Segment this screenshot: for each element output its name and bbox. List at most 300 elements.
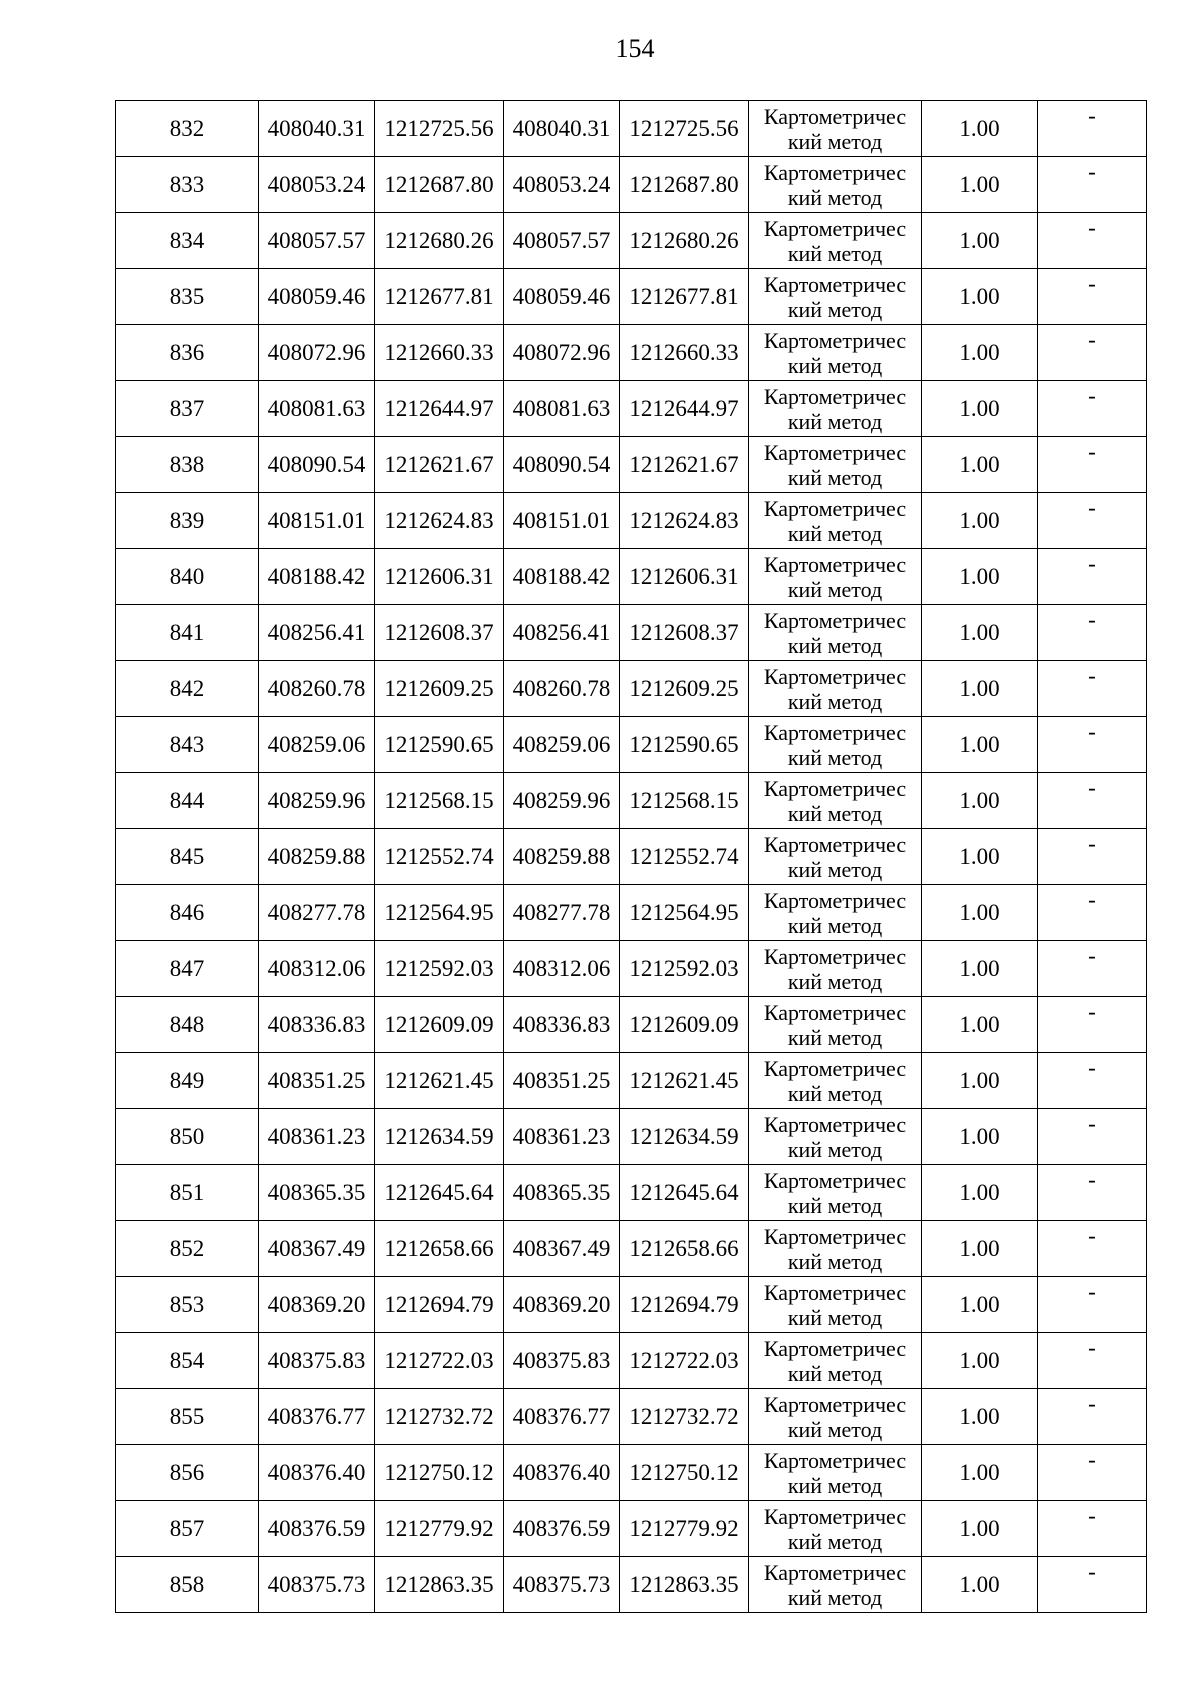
y-coordinate-cell: 1212725.56 (620, 101, 749, 157)
y-coordinate-cell: 1212680.26 (375, 213, 504, 269)
table-row (116, 1053, 1147, 1109)
table-row (116, 717, 1147, 773)
method-line-1: Картометричес (763, 215, 907, 241)
x-coordinate-cell: 408090.54 (259, 437, 375, 493)
table-row (116, 885, 1147, 941)
method-cell (749, 941, 922, 997)
point-number-cell: 842 (116, 661, 259, 717)
x-coordinate-cell: 408365.35 (504, 1165, 620, 1221)
y-coordinate-cell: 1212722.03 (375, 1333, 504, 1389)
x-coordinate-cell: 408367.49 (259, 1221, 375, 1277)
method-line-2: кий метод (787, 1080, 883, 1106)
method-cell (749, 829, 922, 885)
y-coordinate-cell: 1212694.79 (375, 1277, 504, 1333)
y-coordinate-cell: 1212624.83 (375, 493, 504, 549)
note-cell: - (1038, 605, 1147, 661)
table-row (116, 661, 1147, 717)
method-cell (749, 269, 922, 325)
x-coordinate-cell: 408259.96 (259, 773, 375, 829)
note-cell: - (1038, 269, 1147, 325)
method-cell (749, 1333, 922, 1389)
y-coordinate-cell: 1212658.66 (620, 1221, 749, 1277)
method-line-2: кий метод (787, 1528, 883, 1554)
table-row (116, 101, 1147, 157)
method-cell (749, 1277, 922, 1333)
x-coordinate-cell: 408365.35 (259, 1165, 375, 1221)
method-line-2: кий метод (787, 240, 883, 266)
x-coordinate-cell: 408376.59 (504, 1501, 620, 1557)
y-coordinate-cell: 1212687.80 (620, 157, 749, 213)
accuracy-cell: 1.00 (922, 773, 1038, 829)
x-coordinate-cell: 408256.41 (259, 605, 375, 661)
x-coordinate-cell: 408081.63 (504, 381, 620, 437)
method-cell (749, 549, 922, 605)
method-line-2: кий метод (787, 1248, 883, 1274)
y-coordinate-cell: 1212590.65 (620, 717, 749, 773)
point-number-cell: 850 (116, 1109, 259, 1165)
table-row (116, 829, 1147, 885)
accuracy-cell: 1.00 (922, 101, 1038, 157)
method-line-1: Картометричес (763, 663, 907, 689)
method-line-2: кий метод (787, 296, 883, 322)
y-coordinate-cell: 1212624.83 (620, 493, 749, 549)
x-coordinate-cell: 408259.96 (504, 773, 620, 829)
table-row (116, 549, 1147, 605)
method-cell (749, 1445, 922, 1501)
point-number-cell: 848 (116, 997, 259, 1053)
method-line-1: Картометричес (763, 271, 907, 297)
method-line-2: кий метод (787, 1192, 883, 1218)
note-cell: - (1038, 661, 1147, 717)
method-cell (749, 1053, 922, 1109)
x-coordinate-cell: 408351.25 (504, 1053, 620, 1109)
x-coordinate-cell: 408336.83 (259, 997, 375, 1053)
y-coordinate-cell: 1212863.35 (375, 1557, 504, 1613)
accuracy-cell: 1.00 (922, 829, 1038, 885)
x-coordinate-cell: 408059.46 (504, 269, 620, 325)
y-coordinate-cell: 1212660.33 (620, 325, 749, 381)
method-cell (749, 1501, 922, 1557)
point-number-cell: 852 (116, 1221, 259, 1277)
method-line-2: кий метод (787, 1416, 883, 1442)
x-coordinate-cell: 408040.31 (259, 101, 375, 157)
table-row (116, 1277, 1147, 1333)
method-line-2: кий метод (787, 632, 883, 658)
method-line-2: кий метод (787, 408, 883, 434)
y-coordinate-cell: 1212621.67 (375, 437, 504, 493)
note-cell: - (1038, 549, 1147, 605)
note-cell: - (1038, 941, 1147, 997)
point-number-cell: 836 (116, 325, 259, 381)
x-coordinate-cell: 408376.59 (259, 1501, 375, 1557)
point-number-cell: 856 (116, 1445, 259, 1501)
accuracy-cell: 1.00 (922, 549, 1038, 605)
method-cell (749, 1221, 922, 1277)
point-number-cell: 834 (116, 213, 259, 269)
note-cell: - (1038, 1165, 1147, 1221)
x-coordinate-cell: 408376.40 (259, 1445, 375, 1501)
y-coordinate-cell: 1212863.35 (620, 1557, 749, 1613)
method-cell (749, 661, 922, 717)
method-cell (749, 381, 922, 437)
point-number-cell: 840 (116, 549, 259, 605)
x-coordinate-cell: 408260.78 (504, 661, 620, 717)
method-line-1: Картометричес (763, 887, 907, 913)
table-row (116, 605, 1147, 661)
x-coordinate-cell: 408188.42 (504, 549, 620, 605)
method-line-2: кий метод (787, 576, 883, 602)
method-line-2: кий метод (787, 1024, 883, 1050)
accuracy-cell: 1.00 (922, 1333, 1038, 1389)
accuracy-cell: 1.00 (922, 661, 1038, 717)
note-cell: - (1038, 829, 1147, 885)
method-line-1: Картометричес (763, 1223, 907, 1249)
method-line-2: кий метод (787, 800, 883, 826)
y-coordinate-cell: 1212568.15 (375, 773, 504, 829)
method-line-1: Картометричес (763, 1503, 907, 1529)
y-coordinate-cell: 1212608.37 (375, 605, 504, 661)
table-row (116, 269, 1147, 325)
table-row (116, 437, 1147, 493)
y-coordinate-cell: 1212592.03 (375, 941, 504, 997)
y-coordinate-cell: 1212609.09 (375, 997, 504, 1053)
point-number-cell: 843 (116, 717, 259, 773)
method-line-2: кий метод (787, 912, 883, 938)
x-coordinate-cell: 408361.23 (259, 1109, 375, 1165)
y-coordinate-cell: 1212564.95 (620, 885, 749, 941)
x-coordinate-cell: 408375.73 (259, 1557, 375, 1613)
point-number-cell: 855 (116, 1389, 259, 1445)
note-cell: - (1038, 1109, 1147, 1165)
method-line-1: Картометричес (763, 439, 907, 465)
note-cell: - (1038, 1501, 1147, 1557)
accuracy-cell: 1.00 (922, 1165, 1038, 1221)
method-cell (749, 605, 922, 661)
accuracy-cell: 1.00 (922, 213, 1038, 269)
table-row (116, 1501, 1147, 1557)
note-cell: - (1038, 1445, 1147, 1501)
accuracy-cell: 1.00 (922, 325, 1038, 381)
point-number-cell: 858 (116, 1557, 259, 1613)
point-number-cell: 839 (116, 493, 259, 549)
point-number-cell: 833 (116, 157, 259, 213)
table-row (116, 213, 1147, 269)
note-cell: - (1038, 437, 1147, 493)
method-line-2: кий метод (787, 968, 883, 994)
x-coordinate-cell: 408090.54 (504, 437, 620, 493)
point-number-cell: 844 (116, 773, 259, 829)
method-cell (749, 493, 922, 549)
x-coordinate-cell: 408375.83 (259, 1333, 375, 1389)
note-cell: - (1038, 885, 1147, 941)
y-coordinate-cell: 1212779.92 (620, 1501, 749, 1557)
table-row (116, 773, 1147, 829)
note-cell: - (1038, 1557, 1147, 1613)
accuracy-cell: 1.00 (922, 1053, 1038, 1109)
x-coordinate-cell: 408059.46 (259, 269, 375, 325)
x-coordinate-cell: 408053.24 (504, 157, 620, 213)
x-coordinate-cell: 408259.88 (504, 829, 620, 885)
table-row (116, 157, 1147, 213)
y-coordinate-cell: 1212609.25 (375, 661, 504, 717)
point-number-cell: 857 (116, 1501, 259, 1557)
coordinates-table (115, 100, 1147, 1613)
x-coordinate-cell: 408351.25 (259, 1053, 375, 1109)
method-line-2: кий метод (787, 1136, 883, 1162)
method-line-2: кий метод (787, 744, 883, 770)
table-row (116, 1389, 1147, 1445)
y-coordinate-cell: 1212694.79 (620, 1277, 749, 1333)
point-number-cell: 854 (116, 1333, 259, 1389)
x-coordinate-cell: 408259.06 (504, 717, 620, 773)
x-coordinate-cell: 408259.06 (259, 717, 375, 773)
x-coordinate-cell: 408361.23 (504, 1109, 620, 1165)
note-cell: - (1038, 717, 1147, 773)
method-cell (749, 213, 922, 269)
method-cell (749, 1557, 922, 1613)
table-row (116, 493, 1147, 549)
x-coordinate-cell: 408336.83 (504, 997, 620, 1053)
method-line-1: Картометричес (763, 551, 907, 577)
accuracy-cell: 1.00 (922, 717, 1038, 773)
y-coordinate-cell: 1212590.65 (375, 717, 504, 773)
y-coordinate-cell: 1212725.56 (375, 101, 504, 157)
y-coordinate-cell: 1212634.59 (620, 1109, 749, 1165)
accuracy-cell: 1.00 (922, 1277, 1038, 1333)
x-coordinate-cell: 408367.49 (504, 1221, 620, 1277)
method-line-1: Картометричес (763, 495, 907, 521)
note-cell: - (1038, 381, 1147, 437)
table-row (116, 1221, 1147, 1277)
y-coordinate-cell: 1212750.12 (620, 1445, 749, 1501)
accuracy-cell: 1.00 (922, 1109, 1038, 1165)
x-coordinate-cell: 408188.42 (259, 549, 375, 605)
y-coordinate-cell: 1212552.74 (620, 829, 749, 885)
method-line-2: кий метод (787, 688, 883, 714)
note-cell: - (1038, 1221, 1147, 1277)
table-row (116, 381, 1147, 437)
x-coordinate-cell: 408375.83 (504, 1333, 620, 1389)
method-line-1: Картометричес (763, 103, 907, 129)
table-row (116, 1165, 1147, 1221)
method-cell (749, 101, 922, 157)
method-cell (749, 717, 922, 773)
point-number-cell: 847 (116, 941, 259, 997)
method-cell (749, 1389, 922, 1445)
method-line-1: Картометричес (763, 1559, 907, 1585)
y-coordinate-cell: 1212552.74 (375, 829, 504, 885)
x-coordinate-cell: 408256.41 (504, 605, 620, 661)
x-coordinate-cell: 408312.06 (259, 941, 375, 997)
point-number-cell: 837 (116, 381, 259, 437)
note-cell: - (1038, 1053, 1147, 1109)
method-line-1: Картометричес (763, 159, 907, 185)
point-number-cell: 838 (116, 437, 259, 493)
y-coordinate-cell: 1212634.59 (375, 1109, 504, 1165)
note-cell: - (1038, 101, 1147, 157)
x-coordinate-cell: 408277.78 (504, 885, 620, 941)
method-line-2: кий метод (787, 464, 883, 490)
method-line-2: кий метод (787, 1472, 883, 1498)
x-coordinate-cell: 408072.96 (259, 325, 375, 381)
x-coordinate-cell: 408151.01 (504, 493, 620, 549)
accuracy-cell: 1.00 (922, 885, 1038, 941)
table-body (116, 101, 1147, 1613)
method-line-1: Картометричес (763, 831, 907, 857)
method-line-2: кий метод (787, 1360, 883, 1386)
method-line-2: кий метод (787, 520, 883, 546)
y-coordinate-cell: 1212750.12 (375, 1445, 504, 1501)
x-coordinate-cell: 408375.73 (504, 1557, 620, 1613)
accuracy-cell: 1.00 (922, 1389, 1038, 1445)
note-cell: - (1038, 773, 1147, 829)
method-line-1: Картометричес (763, 1167, 907, 1193)
y-coordinate-cell: 1212722.03 (620, 1333, 749, 1389)
table-row (116, 325, 1147, 381)
method-cell (749, 157, 922, 213)
x-coordinate-cell: 408040.31 (504, 101, 620, 157)
y-coordinate-cell: 1212621.45 (620, 1053, 749, 1109)
x-coordinate-cell: 408376.77 (259, 1389, 375, 1445)
y-coordinate-cell: 1212644.97 (620, 381, 749, 437)
accuracy-cell: 1.00 (922, 1221, 1038, 1277)
table-row (116, 997, 1147, 1053)
accuracy-cell: 1.00 (922, 1445, 1038, 1501)
method-line-1: Картометричес (763, 1279, 907, 1305)
y-coordinate-cell: 1212606.31 (375, 549, 504, 605)
method-line-1: Картометричес (763, 1111, 907, 1137)
table-row (116, 1109, 1147, 1165)
y-coordinate-cell: 1212609.09 (620, 997, 749, 1053)
note-cell: - (1038, 997, 1147, 1053)
method-line-1: Картометричес (763, 719, 907, 745)
x-coordinate-cell: 408277.78 (259, 885, 375, 941)
y-coordinate-cell: 1212645.64 (620, 1165, 749, 1221)
accuracy-cell: 1.00 (922, 1501, 1038, 1557)
method-line-1: Картометричес (763, 999, 907, 1025)
x-coordinate-cell: 408376.77 (504, 1389, 620, 1445)
accuracy-cell: 1.00 (922, 493, 1038, 549)
y-coordinate-cell: 1212592.03 (620, 941, 749, 997)
y-coordinate-cell: 1212660.33 (375, 325, 504, 381)
accuracy-cell: 1.00 (922, 605, 1038, 661)
table-row (116, 1557, 1147, 1613)
method-line-2: кий метод (787, 1584, 883, 1610)
table-row (116, 1333, 1147, 1389)
method-line-1: Картометричес (763, 775, 907, 801)
x-coordinate-cell: 408057.57 (259, 213, 375, 269)
x-coordinate-cell: 408151.01 (259, 493, 375, 549)
y-coordinate-cell: 1212677.81 (375, 269, 504, 325)
method-line-1: Картометричес (763, 327, 907, 353)
method-cell (749, 773, 922, 829)
note-cell: - (1038, 213, 1147, 269)
accuracy-cell: 1.00 (922, 997, 1038, 1053)
accuracy-cell: 1.00 (922, 157, 1038, 213)
note-cell: - (1038, 1333, 1147, 1389)
note-cell: - (1038, 1389, 1147, 1445)
y-coordinate-cell: 1212621.67 (620, 437, 749, 493)
x-coordinate-cell: 408369.20 (259, 1277, 375, 1333)
table-row (116, 1445, 1147, 1501)
y-coordinate-cell: 1212606.31 (620, 549, 749, 605)
method-line-1: Картометричес (763, 607, 907, 633)
method-cell (749, 1165, 922, 1221)
point-number-cell: 853 (116, 1277, 259, 1333)
y-coordinate-cell: 1212779.92 (375, 1501, 504, 1557)
x-coordinate-cell: 408072.96 (504, 325, 620, 381)
accuracy-cell: 1.00 (922, 941, 1038, 997)
x-coordinate-cell: 408053.24 (259, 157, 375, 213)
y-coordinate-cell: 1212609.25 (620, 661, 749, 717)
accuracy-cell: 1.00 (922, 437, 1038, 493)
y-coordinate-cell: 1212658.66 (375, 1221, 504, 1277)
note-cell: - (1038, 493, 1147, 549)
note-cell: - (1038, 1277, 1147, 1333)
method-line-1: Картометричес (763, 1447, 907, 1473)
x-coordinate-cell: 408259.88 (259, 829, 375, 885)
point-number-cell: 845 (116, 829, 259, 885)
x-coordinate-cell: 408369.20 (504, 1277, 620, 1333)
method-cell (749, 885, 922, 941)
point-number-cell: 841 (116, 605, 259, 661)
y-coordinate-cell: 1212568.15 (620, 773, 749, 829)
page-number: 154 (615, 34, 655, 63)
method-cell (749, 1109, 922, 1165)
x-coordinate-cell: 408057.57 (504, 213, 620, 269)
method-line-2: кий метод (787, 128, 883, 154)
accuracy-cell: 1.00 (922, 269, 1038, 325)
x-coordinate-cell: 408376.40 (504, 1445, 620, 1501)
point-number-cell: 851 (116, 1165, 259, 1221)
method-cell (749, 437, 922, 493)
y-coordinate-cell: 1212677.81 (620, 269, 749, 325)
accuracy-cell: 1.00 (922, 381, 1038, 437)
method-cell (749, 997, 922, 1053)
method-line-1: Картометричес (763, 1391, 907, 1417)
y-coordinate-cell: 1212680.26 (620, 213, 749, 269)
y-coordinate-cell: 1212645.64 (375, 1165, 504, 1221)
method-line-1: Картометричес (763, 943, 907, 969)
note-cell: - (1038, 325, 1147, 381)
x-coordinate-cell: 408081.63 (259, 381, 375, 437)
y-coordinate-cell: 1212621.45 (375, 1053, 504, 1109)
x-coordinate-cell: 408260.78 (259, 661, 375, 717)
note-cell: - (1038, 157, 1147, 213)
y-coordinate-cell: 1212687.80 (375, 157, 504, 213)
y-coordinate-cell: 1212564.95 (375, 885, 504, 941)
method-line-2: кий метод (787, 1304, 883, 1330)
y-coordinate-cell: 1212732.72 (620, 1389, 749, 1445)
y-coordinate-cell: 1212732.72 (375, 1389, 504, 1445)
x-coordinate-cell: 408312.06 (504, 941, 620, 997)
point-number-cell: 849 (116, 1053, 259, 1109)
accuracy-cell: 1.00 (922, 1557, 1038, 1613)
point-number-cell: 832 (116, 101, 259, 157)
method-line-1: Картометричес (763, 1335, 907, 1361)
method-line-2: кий метод (787, 352, 883, 378)
method-line-2: кий метод (787, 856, 883, 882)
point-number-cell: 835 (116, 269, 259, 325)
table-row (116, 941, 1147, 997)
method-line-1: Картометричес (763, 1055, 907, 1081)
method-line-1: Картометричес (763, 383, 907, 409)
method-cell (749, 325, 922, 381)
point-number-cell: 846 (116, 885, 259, 941)
y-coordinate-cell: 1212608.37 (620, 605, 749, 661)
y-coordinate-cell: 1212644.97 (375, 381, 504, 437)
method-line-2: кий метод (787, 184, 883, 210)
